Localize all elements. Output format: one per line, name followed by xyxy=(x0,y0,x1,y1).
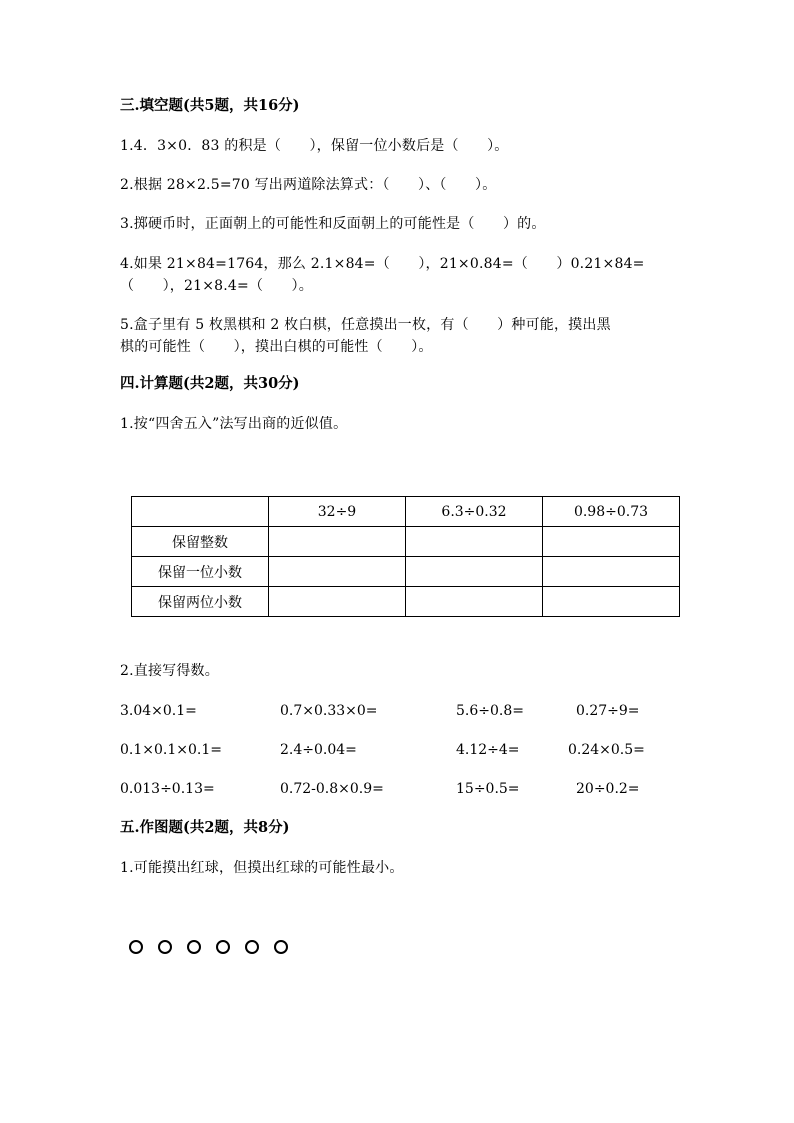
section-title-fill: 三.填空题(共5题，共16分) xyxy=(120,97,300,114)
answer-cell[interactable] xyxy=(269,587,406,617)
table-header-cell: 32÷9 xyxy=(269,497,406,527)
answer-cell[interactable] xyxy=(543,587,680,617)
table-header-cell: 0.98÷0.73 xyxy=(543,497,680,527)
answer-cell[interactable] xyxy=(543,527,680,557)
question-calc-2: 2.直接写得数。 xyxy=(120,663,219,679)
arith-item: 5.6÷0.8= xyxy=(456,703,524,719)
question-fill-4-line2: （ ），21×8.4=（ ）。 xyxy=(120,278,313,294)
table-row-label: 保留两位小数 xyxy=(132,587,269,617)
ball-circle-icon[interactable] xyxy=(187,940,201,954)
table-header-cell: 6.3÷0.32 xyxy=(406,497,543,527)
arith-item: 4.12÷4= xyxy=(456,742,520,758)
section-title-draw: 五.作图题(共2题，共8分) xyxy=(120,819,290,836)
ball-circle-icon[interactable] xyxy=(245,940,259,954)
arith-item: 2.4÷0.04= xyxy=(280,742,357,758)
arith-item: 3.04×0.1= xyxy=(120,703,197,719)
arith-item: 0.7×0.33×0= xyxy=(280,703,378,719)
table-header-row xyxy=(132,497,680,527)
ball-circle-icon[interactable] xyxy=(158,940,172,954)
ball-circle-icon[interactable] xyxy=(129,940,143,954)
section-title-calc: 四.计算题(共2题，共30分) xyxy=(120,375,300,392)
table-row-label: 保留整数 xyxy=(132,527,269,557)
answer-cell[interactable] xyxy=(269,557,406,587)
arith-item: 15÷0.5= xyxy=(456,781,520,797)
arith-item: 20÷0.2= xyxy=(576,781,640,797)
question-calc-1: 1.按“四舍五入”法写出商的近似值。 xyxy=(120,416,348,432)
question-fill-3: 3.掷硬币时，正面朝上的可能性和反面朝上的可能性是（ ）的。 xyxy=(120,216,546,232)
question-fill-5-line2: 棋的可能性（ ），摸出白棋的可能性（ ）。 xyxy=(120,339,433,355)
question-draw-1: 1.可能摸出红球，但摸出红球的可能性最小。 xyxy=(120,860,404,876)
question-fill-2: 2.根据 28×2.5=70 写出两道除法算式：（ ）、（ ）。 xyxy=(120,177,497,193)
question-fill-4-line1: 4.如果 21×84=1764，那么 2.1×84=（ ），21×0.84=（ ）0.21×84= xyxy=(120,256,645,272)
answer-cell[interactable] xyxy=(543,557,680,587)
arith-item: 0.24×0.5= xyxy=(568,742,645,758)
arith-item: 0.27÷9= xyxy=(576,703,640,719)
ball-circle-icon[interactable] xyxy=(274,940,288,954)
table-row xyxy=(132,557,680,587)
table-row xyxy=(132,527,680,557)
answer-cell[interactable] xyxy=(406,557,543,587)
ball-circles xyxy=(129,940,288,954)
arith-item: 0.013÷0.13= xyxy=(120,781,215,797)
arith-item: 0.72-0.8×0.9= xyxy=(280,781,384,797)
table-row xyxy=(132,587,680,617)
rounding-table xyxy=(131,496,680,617)
table-header-cell xyxy=(132,497,269,527)
question-fill-1: 1.4．3×0．83 的积是（ ），保留一位小数后是（ ）。 xyxy=(120,138,509,154)
answer-cell[interactable] xyxy=(269,527,406,557)
ball-circle-icon[interactable] xyxy=(216,940,230,954)
answer-cell[interactable] xyxy=(406,587,543,617)
arith-item: 0.1×0.1×0.1= xyxy=(120,742,222,758)
table-row-label: 保留一位小数 xyxy=(132,557,269,587)
answer-cell[interactable] xyxy=(406,527,543,557)
question-fill-5-line1: 5.盒子里有 5 枚黑棋和 2 枚白棋，任意摸出一枚，有（ ）种可能，摸出黑 xyxy=(120,317,611,333)
